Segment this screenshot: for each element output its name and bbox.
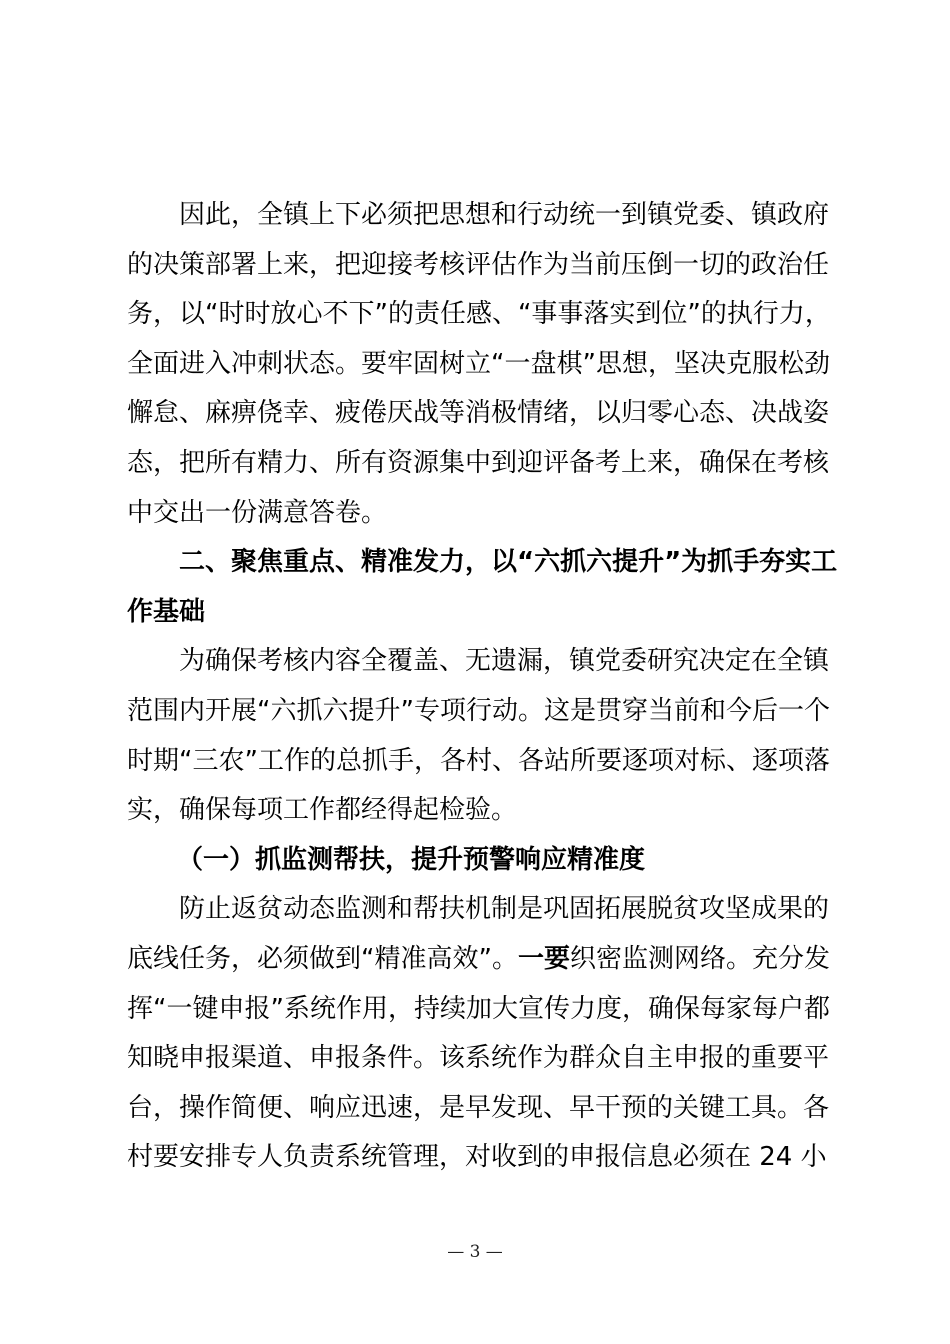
text-run: 台，操作简便、响应迅速，是早发现、早干预的关键工具。各 (127, 1092, 830, 1123)
text-line (127, 836, 825, 886)
text-run: 时期“三农”工作的总抓手，各村、各站所要逐项对标、逐项落 (127, 745, 830, 776)
text-line (127, 1034, 830, 1084)
text-line (127, 935, 830, 985)
bold-text: （一）抓监测帮扶，提升预警响应精准度 (177, 844, 646, 875)
text-run: 全面进入冲刺状态。要牢固树立“一盘棋”思想，坚决克服松劲 (127, 348, 830, 379)
text-line (127, 439, 830, 489)
text-run: 挥“一键申报”系统作用，持续加大宣传力度，确保每家每户都 (127, 993, 830, 1024)
text-line (127, 389, 830, 439)
text-line (127, 637, 830, 687)
text-line (127, 687, 830, 737)
text-line (127, 290, 831, 340)
text-line (127, 489, 825, 539)
text-run: 态，把所有精力、所有资源集中到迎评备考上来，确保在考核 (127, 447, 830, 478)
text-run: 中交出一份满意答卷。 (127, 497, 388, 528)
text-run: 懈怠、麻痹侥幸、疲倦厌战等消极情绪，以归零心态、决战姿 (127, 398, 830, 429)
text-run: 因此，全镇上下必须把思想和行动统一到镇党委、镇政府 (179, 200, 830, 230)
paragraph (127, 191, 831, 538)
text-run: 底线任务，必须做到“精准高效”。 (127, 943, 518, 974)
text-line (127, 588, 825, 638)
text-line (127, 1084, 830, 1134)
bold-text: 一要 (517, 943, 570, 974)
paragraph (127, 885, 830, 1183)
page-number: — 3 — (447, 1242, 503, 1262)
text-line (127, 241, 830, 291)
paragraph (127, 637, 830, 835)
text-line (127, 985, 830, 1035)
text-run: 村要安排专人负责系统管理，对收到的申报信息必须在 24 小 (127, 1142, 827, 1173)
text-line (127, 538, 838, 588)
bold-text: 二、聚焦重点、精准发力，以“六抓六提升”为抓手夯实工 (179, 547, 838, 578)
bold-text: 作基础 (127, 596, 206, 627)
text-run: 务，以“时时放心不下”的责任感、“事事落实到位”的执行力， (127, 299, 831, 330)
text-run: 防止返贫动态监测和帮扶机制是巩固拓展脱贫攻坚成果的 (179, 894, 830, 925)
text-line (127, 737, 830, 787)
text-line (127, 191, 830, 241)
text-run: 实，确保每项工作都经得起检验。 (127, 795, 518, 826)
text-run: 为确保考核内容全覆盖、无遗漏，镇党委研究决定在全镇 (179, 646, 830, 677)
document-body (127, 191, 838, 1183)
text-run: 知晓申报渠道、申报条件。该系统作为群众自主申报的重要平 (127, 1043, 830, 1074)
text-line (127, 1133, 825, 1183)
text-line (127, 885, 830, 935)
subsection-heading (127, 836, 825, 886)
text-run: 织密监测网络。充分发 (569, 943, 830, 974)
section-heading (127, 538, 838, 637)
text-run: 的决策部署上来，把迎接考核评估作为当前压倒一切的政治任 (127, 249, 830, 280)
text-run: 范围内开展“六抓六提升”专项行动。这是贯穿当前和今后一个 (127, 695, 830, 726)
text-line (127, 340, 830, 390)
text-line (127, 786, 825, 836)
